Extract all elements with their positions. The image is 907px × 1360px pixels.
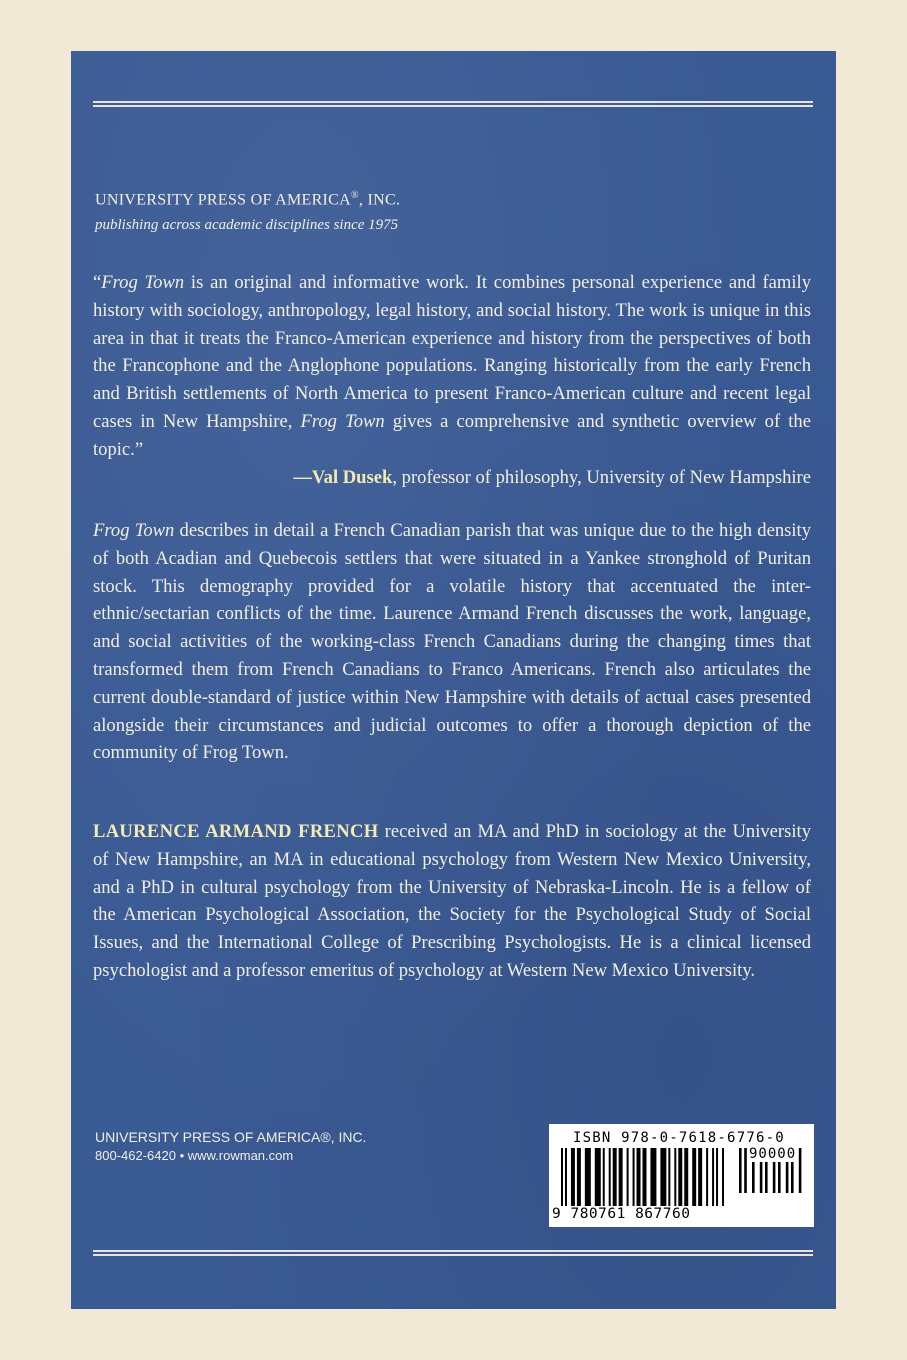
endorsement-quote: “Frog Town is an original and informative work. It combines personal experience and family history with sociology, anthropology, legal history, and social history. The work is unique in this area in that it treats the Franco-American experience and history from the perspectives of both the Francophone and the Anglophone populations. Ranging historically from the early French and British settlements of North America to present Franco-American culture and recent legal cases in New Hampshire, Frog Town gives a comprehensive and synthetic overview of the topic.”	[93, 272, 811, 460]
top-double-rule	[93, 101, 813, 107]
back-cover	[71, 51, 836, 1309]
footer-contact: 800-462-6420 • www.rowman.com	[95, 1148, 294, 1163]
publisher-name: UNIVERSITY PRESS OF AMERICA®, INC.	[95, 190, 401, 209]
barcode	[549, 1124, 814, 1227]
barcode-bar	[706, 1148, 708, 1206]
barcode-bar	[561, 1148, 563, 1206]
author-bio: LAURENCE ARMAND FRENCH received an MA and PhD in sociology at the University of New Hampshire, an MA in educational psychology from Western New Mexico University, and a PhD in cultural psychology from the University of Nebraska-Lincoln. He is a fellow of the American Psychological Association, the Society for the Psychological Study of Social Issues, and the International College of Prescribing Psychologists. He is a clinical licensed psychologist and a professor emeritus of psychology at Western New Mexico University.	[93, 821, 811, 981]
barcode-bar	[799, 1148, 802, 1193]
book-title: Frog Town	[101, 272, 185, 293]
barcode-bar	[650, 1148, 656, 1206]
barcode-bar	[613, 1148, 617, 1206]
barcode-bar	[722, 1148, 724, 1206]
footer-publisher: UNIVERSITY PRESS OF AMERICA®, INC.	[95, 1129, 367, 1145]
barcode-bar	[585, 1148, 591, 1206]
barcode-bar	[716, 1148, 718, 1206]
book-description: Frog Town describes in detail a French Canadian parish that was unique due to the high density of both Acadian and Quebecois settlers that were situated in a Yankee stronghold of Puritan stock. This demography provided for a volatile history that accentuated the inter-ethnic/sectarian conflicts of the time. Laurence Armand French discusses the work, language, and social activities of the working-class French Canadians during the changing times that transformed them from French Canadians to Franco Americans. French also articulates the current double-standard of justice within New Hampshire with details of actual cases presented alongside their circumstances and judicial outcomes to offer a thorough depiction of the community of Frog Town.	[93, 520, 811, 764]
author-name: LAURENCE ARMAND FRENCH	[93, 821, 379, 842]
barcode-bar	[571, 1148, 575, 1206]
barcode-bar	[643, 1148, 647, 1206]
publisher-tagline: publishing across academic disciplines since 1975	[95, 217, 399, 233]
barcode-bar	[678, 1148, 682, 1206]
isbn-text: ISBN 978-0-7618-6776-0	[573, 1130, 785, 1146]
barcode-bar	[619, 1148, 623, 1206]
barcode-bar	[660, 1148, 666, 1206]
endorsement-attribution: —Val Dusek, professor of philosophy, University of New Hampshire	[293, 467, 811, 488]
barcode-bar	[609, 1148, 611, 1206]
barcode-bar	[633, 1148, 635, 1206]
barcode-bar	[627, 1148, 629, 1206]
book-title: Frog Town	[93, 520, 175, 541]
barcode-bar	[739, 1148, 742, 1193]
barcode-bar	[595, 1148, 601, 1206]
addon-number: 90000	[749, 1146, 797, 1162]
barcode-bar	[674, 1148, 676, 1206]
bottom-double-rule	[93, 1250, 813, 1256]
barcode-bar	[698, 1148, 702, 1206]
barcode-bar	[577, 1148, 581, 1206]
barcode-bar	[637, 1148, 641, 1206]
barcode-bar	[668, 1148, 670, 1206]
endorser-name: Val Dusek	[311, 467, 393, 488]
ean-barcode-bars	[561, 1148, 726, 1206]
ean-number: 9 780761 867760	[552, 1206, 691, 1222]
barcode-bar	[712, 1148, 714, 1206]
barcode-bar	[603, 1148, 605, 1206]
barcode-bar	[684, 1148, 688, 1206]
barcode-bar	[565, 1148, 567, 1206]
book-title: Frog Town	[300, 410, 385, 432]
barcode-bar	[692, 1148, 696, 1206]
